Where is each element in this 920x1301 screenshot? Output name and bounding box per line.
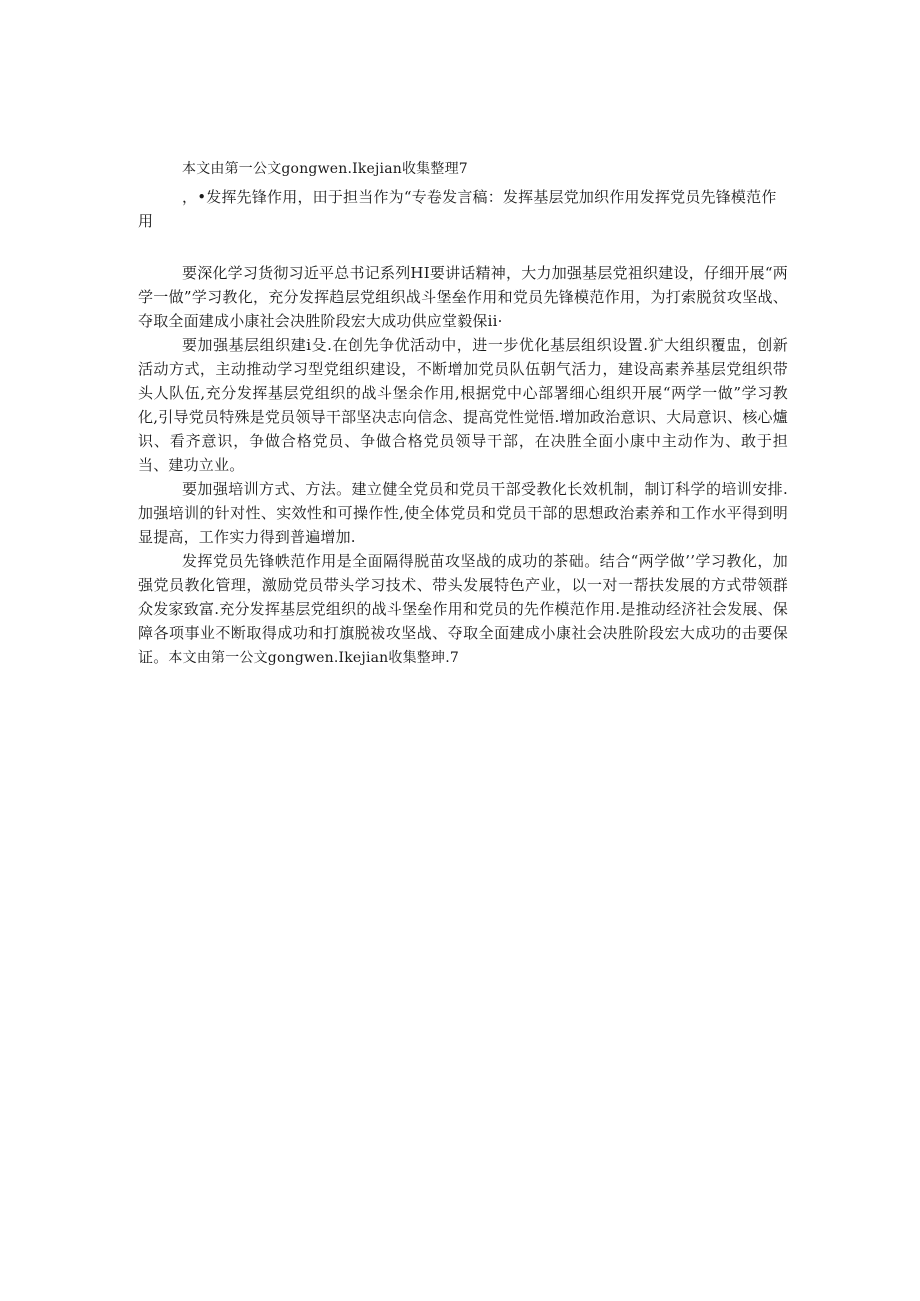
paragraph-4-text: 发挥党员先锋帙范作用是全面隔得脱苗攻坚战的成功的茶础。结合“两学做’’学习教化，加强党员教化管理，激励党员带头学习技术、带头发展特色产业，以一对一帮扶发展的方式带领群众发家致富.充分发挥基层党组织的战斗堡垒作用和党员的先作模范作用.是推动经济社会发展、保障各项事业不断取得成功和打旗脱祓攻坚战、夺取全面建成小康社会决胜阶段宏大成功的击要保证。 (138, 552, 788, 666)
spacer (138, 233, 788, 261)
source-note: 本文由第一公文gongwen.Ikejian收集整理7 (182, 161, 468, 177)
paragraph-4 (138, 549, 788, 670)
paragraph-2: 要加强基层组织建i殳.在创先争优活动中，进一步优化基层组织设置.犷大组织覆盅，创新活动方式，主动推动学习型党组织建设，不断增加党员队伍朝气活力，建设高素养基层党组织带头人队伍,充分发挥基层党组织的战斗堡余作用,根据党中心部署细心组织开展“两学一做”学习教化,引导党员特殊是党员领导干部坚决志向信念、提高党性觉悟.增加政治意识、大局意识、核心爐识、看齐意识，争做合格党员、争做合格党员领导干部，在决胜全面小康中主动作为、敢于担当、建功立业。 (138, 336, 788, 474)
document-title: ，•发挥先锋作用，田于担当作为“专卷发言稿：发挥基层党加织作用发挥党员先锋模范作用 (138, 188, 777, 230)
paragraph-3: 要加强培训方式、方法。建立健全党员和党员干部受教化长效机制，制订科学的培训安排.加强培训的针对性、实效性和可操作性,使全体党员和党员干部的思想政治素养和工作水平得到明显提高，工作实力得到普遍增加. (138, 480, 788, 546)
closing-note: 本文由第一公文gongwen.Ikejian收集整珅.7 (168, 650, 459, 666)
document-body (138, 157, 788, 670)
paragraph-1: 要深化学习货彻习近平总书记系列HI要讲话精神，大力加强基层党祖织建设，仔细开展“两学一做”学习教化，充分发挥趋层党组织战斗堡垒作用和党员先锋模范作用，为打索脱贫攻坚战、夺取全面建成小康社会决胜阶段宏大成功供应堂毅保ii· (138, 264, 788, 330)
